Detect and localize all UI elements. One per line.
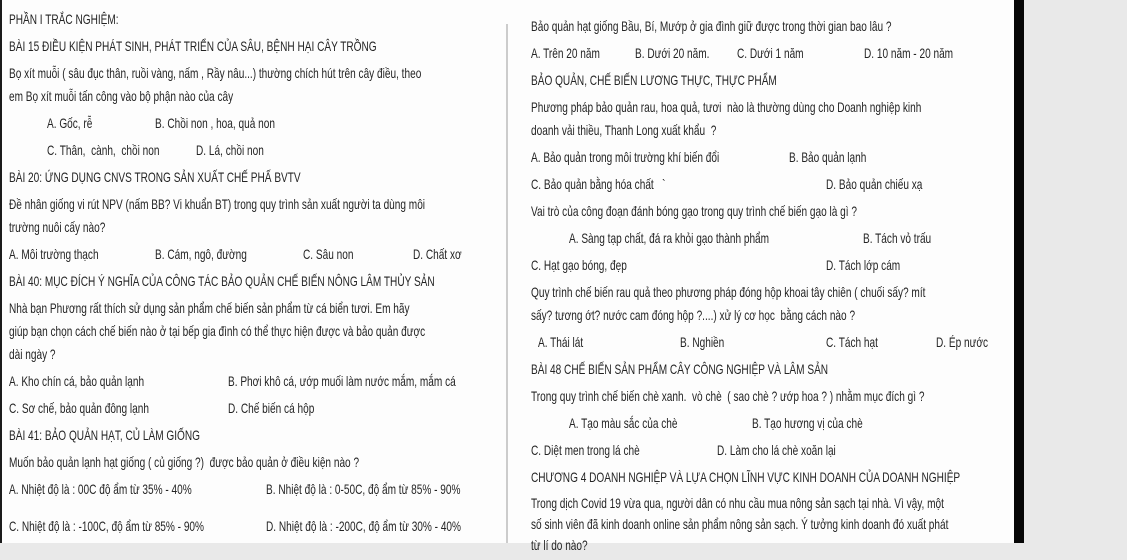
text: B. Nghiền [680,334,725,350]
text: C. Bảo quản bằng hóa chất ` [531,176,666,192]
question-text [531,385,1013,408]
text-line [9,35,501,58]
answer-option [737,42,829,65]
question-text [9,451,501,474]
column-divider [506,24,508,543]
answer-option [936,331,1008,354]
answer-options-row [531,146,1013,169]
text-line [531,304,1013,327]
answer-option [9,370,197,393]
text: Vai trò của công đoạn đánh bóng gạo trong quy trình chế biến gạo là gì ? [531,203,857,219]
text-line [531,69,1013,92]
text: BÀI 20: ỨNG DỤNG CNVS TRONG SẢN XUẤT CHẾ PHẤ BVTV [9,169,301,185]
answer-option [9,478,263,501]
text-line [531,15,1013,38]
text: Trong quy trình chế biến chè xanh. vò chè ( sao chè ? ướp hoa ? ) nhằm mục đích gì ? [531,388,925,404]
section-heading [9,35,501,58]
text: A. Nhiệt độ là : 00C độ ẩm từ 35% - 40% [9,481,192,497]
answer-option [47,112,110,135]
text-line [9,166,501,189]
section-heading [531,466,1013,489]
question-text [531,15,1013,38]
text: C. Sâu non [303,246,354,262]
text-line [9,216,501,239]
text-line [531,493,1013,514]
text-line [531,466,1013,489]
text-line [9,320,501,343]
answer-options-row [9,139,501,162]
text: C. Tách hạt [826,334,878,350]
answer-option [826,254,929,277]
answer-option [531,42,627,65]
text: C. Diệt men trong lá chè [531,442,640,458]
answer-option [717,439,882,462]
answer-option [863,227,958,250]
text: từ lí do nào? [531,537,588,553]
text-line [531,96,1013,119]
text: C. Thân, cành, chồi non [47,142,160,158]
answer-options-row [9,478,501,501]
text: BẢO QUẢN, CHẾ BIẾN LƯƠNG THỰC, THỰC PHẨM [531,72,777,88]
text: D. Bảo quản chiếu xạ [826,176,923,192]
answer-option [826,173,960,196]
text-line [9,343,501,366]
text: A. Kho chín cá, bảo quản lạnh [9,373,145,389]
text: B. Cám, ngô, đường [155,246,247,262]
answer-option [196,139,290,162]
question-text [531,200,1013,223]
answer-option [9,243,133,266]
text: giúp bạn chọn cách chế biến nào ở tại bếp gia đình có thể thực hiện được và bảo quản được [9,323,426,339]
answer-options-row [9,243,501,266]
text-line [9,297,501,320]
text: B. Phơi khô cá, ướp muối làm nước mắm, mắm cá [228,373,456,389]
answer-options-row [9,370,501,393]
section-heading [531,69,1013,92]
answer-option [538,331,601,354]
text: C. Hạt gạo bóng, đẹp [531,257,627,273]
answer-option [826,331,898,354]
text: D. Chế biến cá hộp [228,400,315,416]
answer-options-row [531,42,1013,65]
answer-option [531,254,664,277]
text-line [9,270,501,293]
answer-option [413,243,481,266]
text-line [9,62,501,85]
text-line [9,8,501,31]
text: doanh vải thiều, Thanh Long xuất khẩu ? [531,122,717,138]
answer-option [266,478,536,501]
text: Trong dịch Covid 19 vừa qua, người dân có nhu cầu mua nông sản sạch tại nhà. Vì vậy, một [531,495,944,511]
text-line [531,358,1013,381]
answer-option [228,370,544,393]
answer-options-row [531,439,1013,462]
text: trường nuôi cấy nào? [9,219,106,235]
text: A. Sàng tạp chất, đá ra khỏi gạo thành phẩm [569,230,770,246]
section-heading [9,424,501,447]
answer-option [635,42,738,65]
text: CHƯƠNG 4 DOANH NGHIỆP VÀ LỰA CHỌN LĨNH VỰC KINH DOANH CỦA DOANH NGHIỆP [531,469,961,485]
text: số sinh viên đã kinh doanh online sản phẩm nông sản sạch. Ý tưởng kinh doanh đó xuất phát [531,516,949,532]
question-text [531,281,1013,327]
text: D. Nhiệt độ là : -200C, độ ẩm từ 30% - 40% [266,518,462,534]
answer-options-row [9,112,501,135]
text-line [531,119,1013,142]
text: C. Nhiệt độ là : -100C, độ ẩm từ 85% - 90% [9,518,205,534]
question-text [9,62,501,108]
text: B. Chồi non , hoa, quả non [155,115,275,131]
text: D. Lá, chồi non [196,142,264,158]
text: C. Dưới 1 năm [737,45,804,61]
text-line [531,514,1013,535]
question-text [531,493,1013,556]
text: BÀI 41: BẢO QUẢN HẠT, CỦ LÀM GIỐNG [9,427,201,443]
page-right-edge [1014,0,1024,543]
answer-options-row [9,397,501,420]
answer-option [864,42,988,65]
answer-option [531,173,718,196]
left-column [9,8,501,542]
text: BÀI 15 ĐIỀU KIỆN PHÁT SINH, PHÁT TRIỂN CỦA SÂU, BỆNH HẠI CÂY TRỒNG [9,38,377,54]
answer-option [47,139,203,162]
answer-option [531,146,792,169]
section-heading [9,270,501,293]
text: Muốn bảo quản lạnh hạt giống ( củ giống ?) được bảo quản ở điều kiện nào ? [9,454,360,470]
answer-option [155,243,283,266]
text-line [531,200,1013,223]
text: BÀI 40: MỤC ĐÍCH Ý NGHĨA CỦA CÔNG TÁC BẢO QUẢN CHẾ BIẾN NÔNG LÂM THỦY SẢN [9,273,435,289]
question-text [9,193,501,239]
text: D. Tách lớp cám [826,257,901,273]
answer-option [680,331,741,354]
text: dài ngày ? [9,346,56,362]
page-left-edge [0,0,2,543]
text: B. Bảo quản lạnh [789,149,867,165]
text: A. Bảo quản trong môi trường khí biến đổi [531,149,720,165]
text: sấy? tương ớt? nước cam đóng hộp ?....) xử lý cơ học bằng cách nào ? [531,307,856,323]
text-line [9,193,501,216]
answer-option [752,412,906,435]
text-line [531,385,1013,408]
text: A. Trên 20 năm [531,45,600,61]
text: Bảo quản hạt giống Bầu, Bí, Mướp ở gia đình giữ được trong thời gian bao lâu ? [531,18,892,34]
answer-option [531,439,682,462]
answer-options-row [531,227,1013,250]
text: D. Làm cho lá chè xoăn lại [717,442,836,458]
text: Đề nhân giống vi rút NPV (nấm BB? Vi khuẩn BT) trong quy trình sản xuất người ta dùng môi [9,196,426,212]
text-line [9,451,501,474]
text: Nhà bạn Phương rất thích sử dụng sản phẩm chế biến sản phẩm từ cá biển tươi. Em hãy [9,300,410,316]
text: Bọ xít muỗi ( sâu đục thân, ruồi vàng, nấm , Rầy nâu...) thường chích hút trên cây điều, theo [9,65,422,81]
answer-option [9,397,203,420]
section-heading [531,358,1013,381]
right-column [531,15,1013,560]
answer-option [303,243,373,266]
text: PHẦN I TRẮC NGHIỆM: [9,11,119,27]
text: Quy trình chế biến rau quả theo phương pháp đóng hộp khoai tây chiên ( chuối sấy? mít [531,284,926,300]
answer-options-row [9,515,501,538]
text: Phương pháp bảo quản rau, hoa quả, tươi nào là thường dùng cho Doanh nghiệp kinh [531,99,922,115]
text: B. Tạo hương vị của chè [752,415,863,431]
text: D. 10 năm - 20 năm [864,45,954,61]
answer-option [9,515,280,538]
text: A. Môi trường thạch [9,246,99,262]
text: A. Gốc, rễ [47,115,93,131]
question-text [9,297,501,366]
text: em Bọ xít muỗi tấn công vào bộ phận nào của cây [9,88,234,104]
answer-option [228,397,348,420]
text-line [9,85,501,108]
answer-option [266,515,537,538]
answer-option [155,112,322,135]
section-heading [9,166,501,189]
text-line [531,535,1013,556]
text-line [9,424,501,447]
answer-options-row [531,412,1013,435]
answer-options-row [531,173,1013,196]
text-line [531,281,1013,304]
answer-option [569,227,847,250]
text: C. Sơ chế, bảo quản đông lạnh [9,400,149,416]
answer-option [789,146,896,169]
text: D. Ép nước [936,334,989,350]
answer-option [569,412,720,435]
text: A. Thái lát [538,334,584,350]
text: B. Tách vỏ trấu [863,230,932,246]
section-heading [9,8,501,31]
answer-options-row [531,331,1013,354]
text: B. Nhiệt độ là : 0-50C, độ ẩm từ 85% - 90% [266,481,461,497]
text: A. Tạo màu sắc của chè [569,415,678,431]
question-text [531,96,1013,142]
answer-options-row [531,254,1013,277]
text: D. Chất xơ [413,246,462,262]
text: BÀI 48 CHẾ BIẾN SẢN PHẨM CÂY CÔNG NGHIỆP VÀ LÂM SẢN [531,361,829,377]
text: B. Dưới 20 năm. [635,45,710,61]
